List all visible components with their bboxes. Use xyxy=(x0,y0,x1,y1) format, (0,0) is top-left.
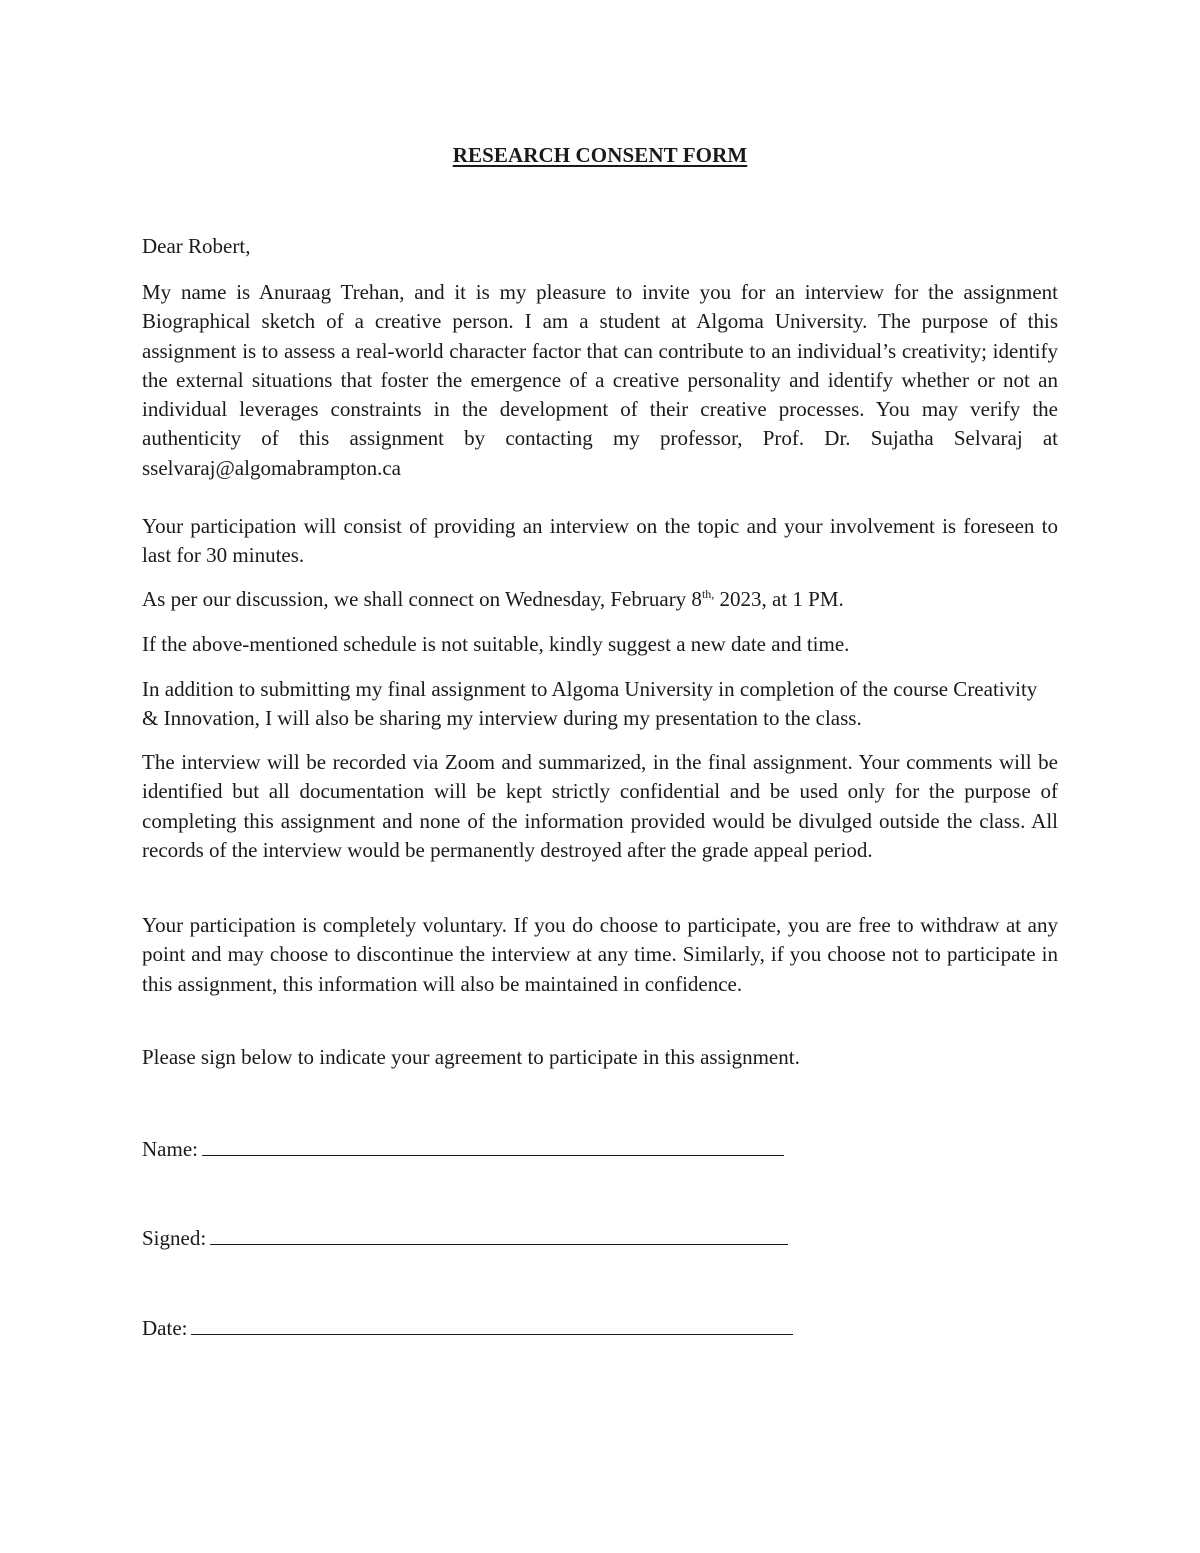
signed-label: Signed: xyxy=(142,1226,207,1250)
name-label: Name: xyxy=(142,1137,198,1161)
paragraph-schedule xyxy=(142,585,1058,614)
paragraph-reschedule: If the above-mentioned schedule is not suitable, kindly suggest a new date and time. xyxy=(142,632,850,656)
salutation: Dear Robert, xyxy=(142,234,251,258)
paragraph-voluntary: Your participation is completely voluntary. If you do choose to participate, you are free to withdraw at any point and may choose to discontinue the interview at any time. Similarly, if you choose not to participate in this assignment, this information will also be maintained in confidence. xyxy=(142,913,1058,996)
signed-field-row xyxy=(142,1222,788,1253)
paragraph-sign-instruction: Please sign below to indicate your agreement to participate in this assignment. xyxy=(142,1045,800,1069)
schedule-text-end: 2023, at 1 PM. xyxy=(714,587,844,611)
paragraph-invitation: My name is Anuraag Trehan, and it is my pleasure to invite you for an interview for the assignment Biographical sketch of a creative person. I am a student at Algoma University. The purpose of this assignment is to assess a real-world character factor that can contribute to an individual’s creativity; identify the external situations that foster the emergence of a creative personality and identify whether or not an individual leverages constraints in the development of their creative processes. You may verify the authenticity of this assignment by contacting my professor, Prof. Dr. Sujatha Selvaraj at sselvaraj@algomabrampton.ca xyxy=(142,280,1058,480)
date-label: Date: xyxy=(142,1316,188,1340)
schedule-text-start: As per our discussion, we shall connect on Wednesday, February 8 xyxy=(142,587,702,611)
name-field-row xyxy=(142,1133,784,1164)
name-line[interactable] xyxy=(202,1133,784,1156)
paragraph-participation: Your participation will consist of providing an interview on the topic and your involvement is foreseen to last for 30 minutes. xyxy=(142,514,1058,568)
paragraph-submission: In addition to submitting my final assignment to Algoma University in completion of the course Creativity & Innovation, I will also be sharing my interview during my presentation to the class. xyxy=(142,677,1038,731)
date-field-row xyxy=(142,1312,793,1343)
signature-line[interactable] xyxy=(210,1222,788,1245)
paragraph-confidentiality: The interview will be recorded via Zoom and summarized, in the final assignment. Your comments will be identified but all documentation will be kept strictly confidential and be used only for the purpose of completing this assignment and none of the information provided would be divulged outside the class. All records of the interview would be permanently destroyed after the grade appeal period. xyxy=(142,750,1058,862)
date-line[interactable] xyxy=(191,1312,793,1335)
document-title: RESEARCH CONSENT FORM xyxy=(452,143,748,167)
date-ordinal-suffix: th, xyxy=(701,587,715,601)
